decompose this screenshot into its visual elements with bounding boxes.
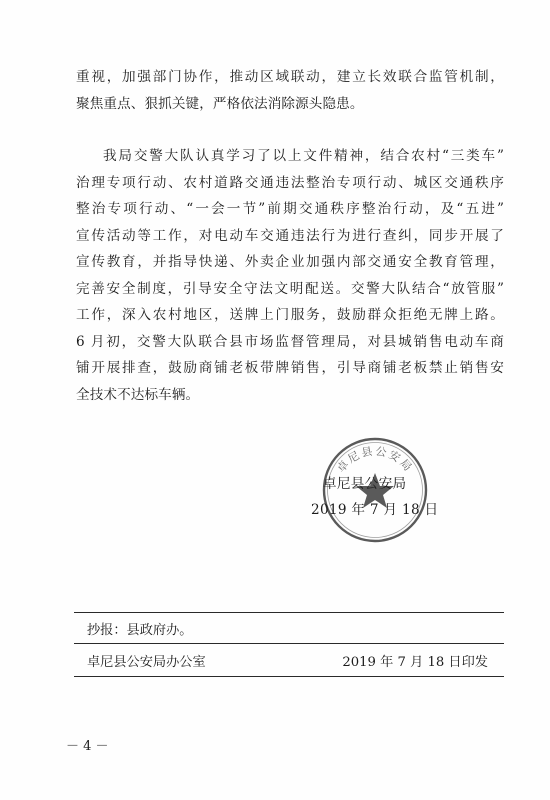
text-line: 宣传活动等工作，对电动车交通违法行为进行查纠，同步开展了 xyxy=(76,227,504,244)
text-line: 6 月初，交警大队联合县市场监督管理局，对县城销售电动车商 xyxy=(76,333,504,350)
text-line: 聚焦重点、狠抓关键，严格依法消除源头隐患。 xyxy=(76,95,364,112)
text-line: 我局交警大队认真学习了以上文件精神，结合农村“三类车” xyxy=(103,148,504,164)
text-line: 治理专项行动、农村道路交通违法整治专项行动、城区交通秩序 xyxy=(76,174,504,191)
text-line: 完善安全制度，引导安全守法文明配送。交警大队结合“放管服” xyxy=(76,280,504,297)
body-paragraph-1 xyxy=(76,64,504,117)
body-paragraph-2 xyxy=(76,143,504,408)
seal-text: 卓尼县公安局 xyxy=(334,444,416,475)
signature-organization: 卓尼县公安局 xyxy=(323,476,407,492)
signature-date: 2019 年 7 月 18 日 xyxy=(311,502,439,518)
divider xyxy=(74,643,504,644)
text-line: 宣传教育，并指导快递、外卖企业加强内部交通安全教育管理， xyxy=(76,254,504,270)
issue-date: 2019 年 7 月 18 日印发 xyxy=(342,655,488,670)
issuing-office: 卓尼县公安局办公室 xyxy=(87,655,206,670)
page-number: － 4 － xyxy=(66,739,109,754)
divider xyxy=(74,676,504,677)
text-line: 铺开展排查，鼓励商铺老板带牌销售，引导商铺老板禁止销售安 xyxy=(76,360,504,376)
text-line: 重视，加强部门协作，推动区域联动，建立长效联合监管机制， xyxy=(76,69,504,85)
text-line: 工作，深入农村地区，送牌上门服务，鼓励群众拒绝无牌上路。 xyxy=(76,307,504,323)
divider xyxy=(74,612,504,613)
text-line: 全技术不达标车辆。 xyxy=(76,386,200,403)
text-line: 整治专项行动、“一会一节”前期交通秩序整治行动，及“五进” xyxy=(76,201,504,217)
cc-recipients: 抄报：县政府办。 xyxy=(87,623,193,638)
